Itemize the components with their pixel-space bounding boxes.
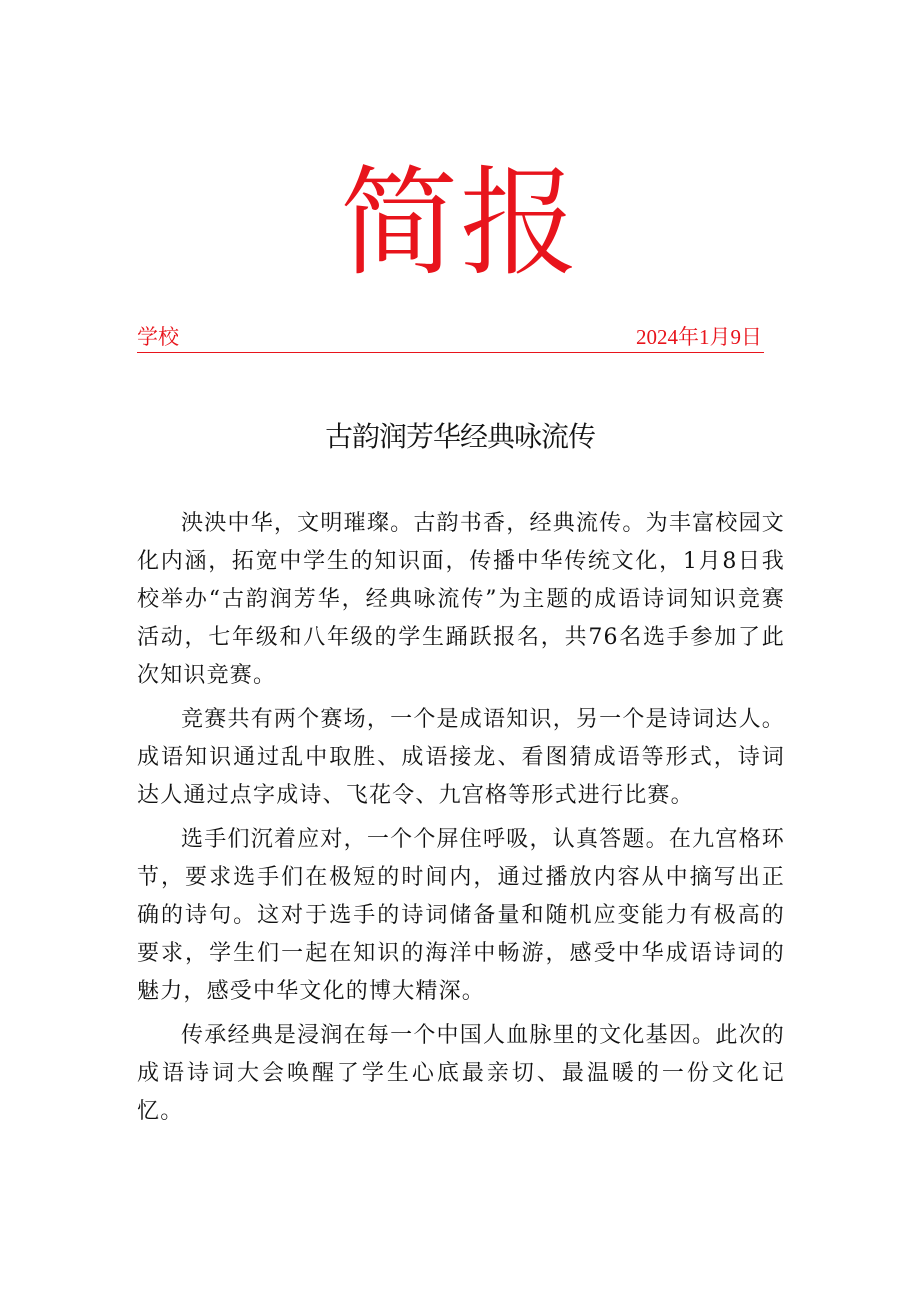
article-paragraph: 竞赛共有两个赛场，一个是成语知识，另一个是诗词达人。成语知识通过乱中取胜、成语接龙、看图猜成语等形式，诗词达人通过点字成诗、飞花令、九宫格等形式进行比赛。: [137, 707, 785, 808]
masthead-title: 简报: [339, 154, 580, 292]
article-title: 古韵润芳华经典咏流传: [324, 420, 595, 453]
article-body: [137, 505, 785, 1137]
school-label: 学校: [137, 325, 179, 349]
meta-row: [137, 322, 764, 353]
article-paragraph: 传承经典是浸润在每一个中国人血脉里的文化基因。此次的成语诗词大会唤醒了学生心底最亲切、最温暖的一份文化记忆。: [137, 1023, 785, 1124]
article-paragraph: 选手们沉着应对，一个个屏住呼吸，认真答题。在九宫格环节，要求选手们在极短的时间内，通过播放内容从中摘写出正确的诗句。这对于选手的诗词储备量和随机应变能力有极高的要求，学生们一起在知识的海洋中畅游，感受中华成语诗词的魅力，感受中华文化的博大精深。: [137, 827, 785, 1004]
issue-date: 2024年1月9日: [636, 325, 762, 349]
article-paragraph: 泱泱中华，文明璀璨。古韵书香，经典流传。为丰富校园文化内涵，拓宽中学生的知识面，传播中华传统文化，1月8日我校举办“古韵润芳华，经典咏流传”为主题的成语诗词知识竞赛活动，七年级和八年级的学生踊跃报名，共76名选手参加了此次知识竞赛。: [137, 511, 785, 688]
